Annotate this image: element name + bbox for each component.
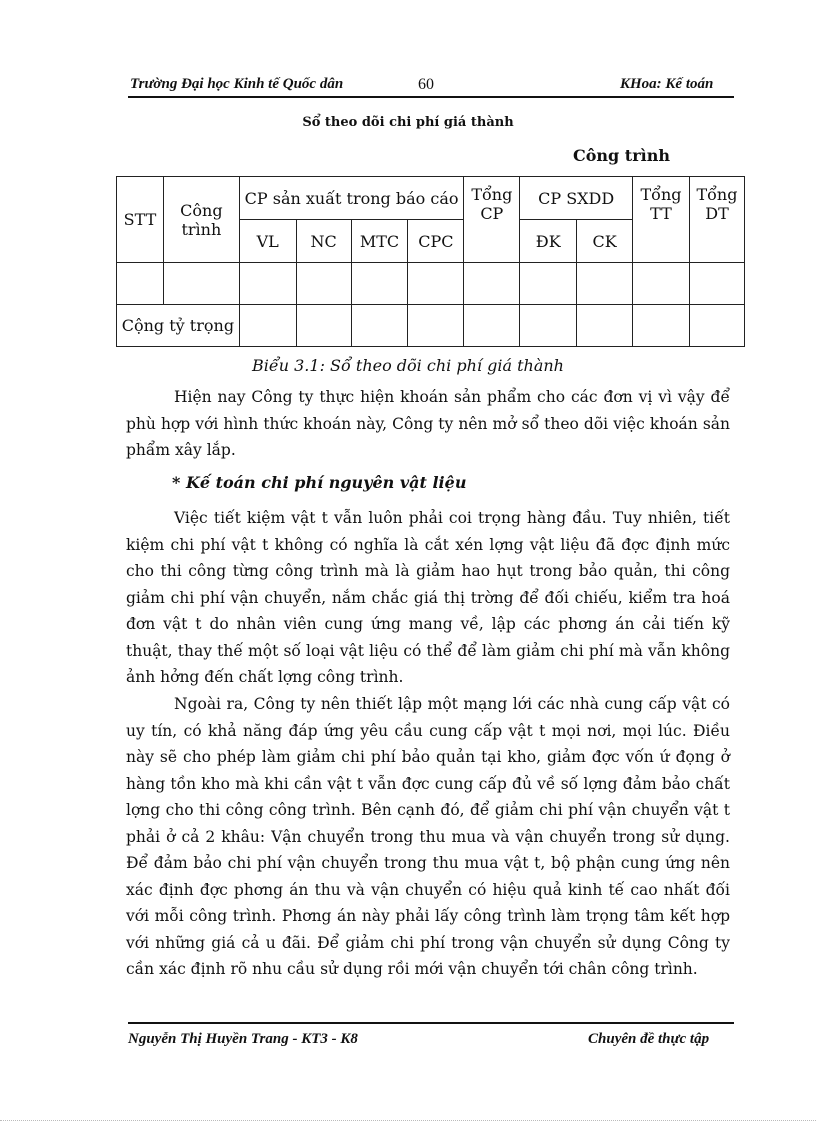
- cost-tracking-table: [116, 176, 745, 347]
- header-tong-cp: Tổng CP: [464, 177, 520, 263]
- header-ck: CK: [577, 220, 633, 263]
- footer-author: Nguyễn Thị Huyền Trang - KT3 - K8: [128, 1031, 358, 1047]
- section-title: * Kế toán chi phí nguyên vật liệu: [172, 473, 467, 492]
- table-title: Sổ theo dõi chi phí giá thành: [302, 115, 514, 130]
- header-cong-trinh: Công trình: [163, 177, 239, 263]
- header-tong-tt: Tổng TT: [633, 177, 690, 263]
- page-number: 60: [418, 76, 434, 93]
- table-caption: Biểu 3.1: Sổ theo dõi chi phí giá thành: [252, 356, 564, 375]
- header-faculty: KHoa: Kế toán: [620, 76, 714, 92]
- paragraph-1-text: Hiện nay Công ty thực hiện khoán sản phẩm cho các đơn vị vì vậy để phù hợp với hình thức khoán này, Công ty nên mở sổ theo dõi việc khoán sản phẩm xây lắp.: [126, 388, 730, 459]
- header-mtc: MTC: [351, 220, 408, 263]
- header-cp-san-xuat: CP sản xuất trong báo cáo: [239, 177, 464, 220]
- header-stt: STT: [117, 177, 164, 263]
- paragraph-1: [126, 384, 730, 464]
- header-vl: VL: [239, 220, 296, 263]
- table-subtitle: Công trình: [573, 146, 670, 165]
- header-rule: [128, 96, 734, 98]
- header-cp-sxdd: CP SXDD: [520, 177, 633, 220]
- table-row-total: [117, 305, 745, 347]
- total-row-label: Cộng tỷ trọng: [117, 305, 240, 347]
- paragraph-3-text: Ngoài ra, Công ty nên thiết lập một mạng lới các nhà cung cấp vật có uy tín, có khả năng đáp ứng yêu cầu cung cấp vật t mọi nơi, mọi lúc. Điều này sẽ cho phép làm giảm chi phí bảo quản tại kho, giảm đợc vốn ứ đọng ở hàng tồn kho mà khi cần vật t vẫn đợc cung cấp đủ về số lợng đảm bảo chất lợng cho thi công công trình. Bên cạnh đó, để giảm chi phí vận chuyển vật t phải ở cả 2 khâu: Vận chuyển trong thu mua và vận chuyển trong sử dụng. Để đảm bảo chi phí vận chuyển trong thu mua vật t, bộ phận cung ứng nên xác định đợc phơng án thu và vận chuyển có hiệu quả kinh tế cao nhất đối với mỗi công trình. Phơng án này phải lấy công trình làm trọng tâm kết hợp với những giá cả u đãi. Để giảm chi phí trong vận chuyển sử dụng Công ty cần xác định rõ nhu cầu sử dụng rồi mới vận chuyển tới chân công trình.: [126, 695, 730, 978]
- paragraph-2: [126, 505, 730, 691]
- header-tong-dt: Tổng DT: [689, 177, 744, 263]
- paragraph-3: [126, 691, 730, 983]
- header-cpc: CPC: [408, 220, 464, 263]
- header-nc: NC: [296, 220, 351, 263]
- footer-title: Chuyên đề thực tập: [588, 1031, 710, 1047]
- header-school: Trường Đại học Kinh tế Quốc dân: [130, 76, 344, 92]
- page-edge: [0, 1120, 816, 1121]
- footer-rule: [128, 1022, 734, 1024]
- table-row-empty: [117, 263, 745, 305]
- paragraph-2-text: Việc tiết kiệm vật t vẫn luôn phải coi trọng hàng đầu. Tuy nhiên, tiết kiệm chi phí vật t không có nghĩa là cắt xén lợng vật liệu đã đợc định mức cho thi công từng công trình mà là giảm hao hụt trong bảo quản, thi công giảm chi phí vận chuyển, nắm chắc giá thị trờng để đối chiếu, kiểm tra hoá đơn vật t do nhân viên cung ứng mang về, lập các phơng án cải tiến kỹ thuật, thay thế một số loại vật liệu có thể để làm giảm chi phí mà vẫn không ảnh hởng đến chất lợng công trình.: [126, 509, 730, 686]
- header-dk: ĐK: [520, 220, 577, 263]
